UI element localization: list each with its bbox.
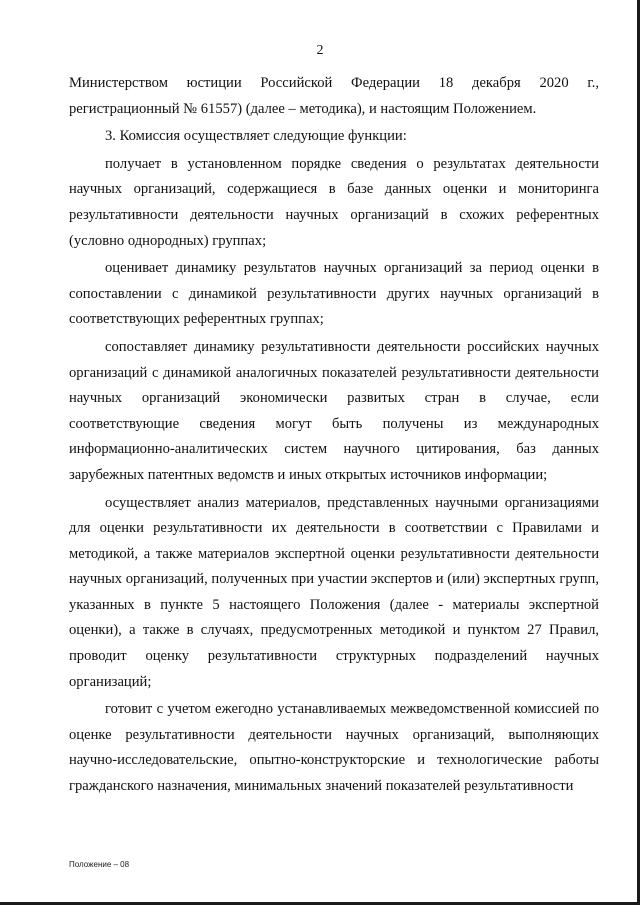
footer-label: Положение – 08 [69,860,130,869]
paragraph-continuation: Министерством юстиции Российской Федерации 18 декабря 2020 г., регистрационный № 61557) (далее – методика), и настоящим Положением. [69,75,599,117]
paragraph-function-prepare: готовит с учетом ежегодно устанавливаемых межведомственной комиссией по оценке результативности деятельности научных организаций, выполняющих научно-исследовательские, опытно-конструкторские и технологические работы гражданского назначения, минимальных значений показателей результативности [69,701,599,795]
paragraph-function-compare: сопоставляет динамику результативности деятельности российских научных организаций с динамикой аналогичных показателей результативности деятельности научных организаций экономически развитых стран в случае, если соответствующие сведения могут быть получены из международных информационно-аналитических систем научного цитирования, баз данных зарубежных патентных ведомств и иных открытых источников информации; [69,338,599,483]
paragraph-function-evaluate: оценивает динамику результатов научных организаций за период оценки в сопоставлении с динамикой результативности других научных организаций в соответствующих референтных группах; [69,260,599,328]
document-body [69,71,599,800]
page-number: 2 [316,43,324,58]
paragraph-section-3: 3. Комиссия осуществляет следующие функции: [105,128,407,145]
paragraph-function-receive: получает в установленном порядке сведения о результатах деятельности научных организаций, содержащиеся в базе данных оценки и мониторинга результативности деятельности научных организаций в схожих референтных (условно однородных) группах; [69,155,599,249]
paragraph-function-analyze: осуществляет анализ материалов, представленных научными организациями для оценки результативности их деятельности в соответствии с Правилами и методикой, а также материалов экспертной оценки результативности деятельности научных организаций, полученных при участии экспертов и (или) экспертных групп, указанных в пункте 5 настоящего Положения (далее - материалы экспертной оценки), а также в случаях, предусмотренных методикой и пунктом 27 Правил, проводит оценку результативности структурных подразделений научных организаций; [69,494,599,690]
